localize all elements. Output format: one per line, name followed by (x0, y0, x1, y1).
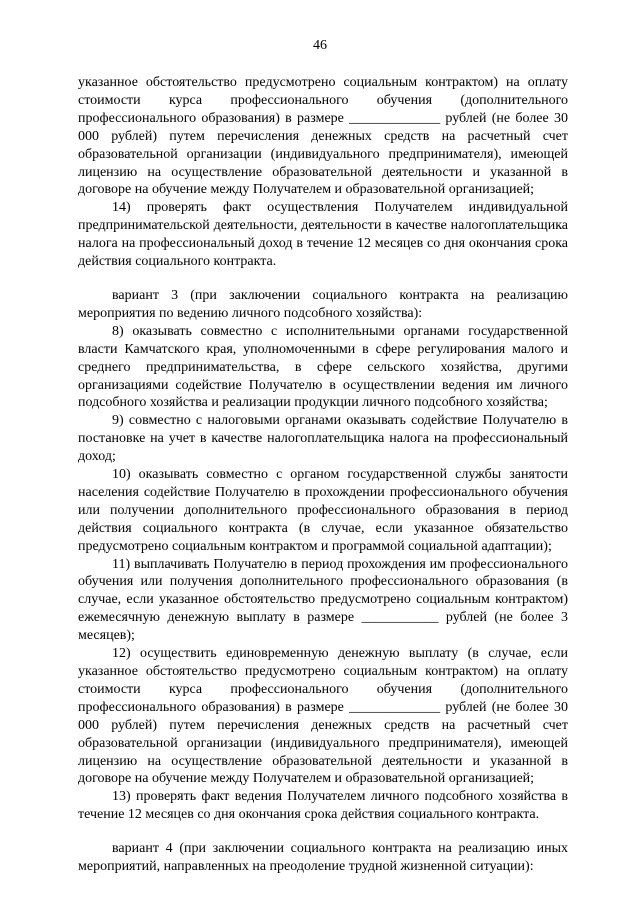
paragraph-item-10: 10) оказывать совместно с органом государственной службы занятости населения содействие Получателю в прохождении профессионального обучения или получении дополнительного профессионального образования в период действия социального контракта (в случае, если указанное обязательство предусмотрено социальным контрактом и программой социальной адаптации); (78, 467, 568, 554)
section-gap (78, 824, 568, 840)
paragraph-item-8: 8) оказывать совместно с исполнительными органами государственной власти Камчатского края, уполномоченными в сфере регулирования малого и среднего предпринимательства, в сфере сельского хозяйства, другими организациями содействие Получателю в осуществлении ведения им личного подсобного хозяйства и реализации продукции личного подсобного хозяйства; (78, 323, 568, 411)
paragraph-variant-4: вариант 4 (при заключении социального контракта на реализацию иных мероприятий, направленных на преодоление трудной жизненной ситуации): (78, 841, 568, 875)
paragraph-item-14: 14) проверять факт осуществления Получателем индивидуальной предпринимательской деятельности, деятельности в качестве налогоплательщика налога на профессиональный доход в течение 12 месяцев со дня окончания срока действия социального контракта. (78, 200, 568, 270)
paragraph-item-9: 9) совместно с налоговыми органами оказывать содействие Получателю в постановке на учет в качестве налогоплательщика налога на профессиональный доход; (78, 413, 568, 465)
paragraph-item-11: 11) выплачивать Получателю в период прохождения им профессионального обучения или получения дополнительного профессионального образования (в случае, если указанное обстоятельство предусмотрено социальным контрактом) ежемесячную денежную выплату в размере ___________ рублей (не более 3 месяцев); (78, 556, 568, 644)
section-gap (78, 271, 568, 287)
paragraph-continuation: указанное обстоятельство предусмотрено социальным контрактом) на оплату стоимости курса профессионального обучения (дополнительного профессионального образования) в размере _____________ рублей (не более 30 000 рублей) путем перечисления денежных средств на расчетный счет образовательной организации (индивидуального предпринимателя), имеющей лицензию на осуществление образовательной деятельности и указанной в договоре на обучение между Получателем и образовательной организацией; (78, 75, 568, 198)
paragraph-item-13: 13) проверять факт ведения Получателем личного подсобного хозяйства в течение 12 месяцев со дня окончания срока действия социального контракта. (78, 789, 568, 823)
document-body (78, 74, 568, 876)
paragraph-variant-3: вариант 3 (при заключении социального контракта на реализацию мероприятия по ведению личного подсобного хозяйства): (78, 287, 568, 321)
page-number: 46 (313, 38, 327, 53)
paragraph-item-12: 12) осуществить единовременную денежную выплату (в случае, если указанное обстоятельство предусмотрено социальным контрактом) на оплату стоимости курса профессионального обучения (дополнительного профессионального образования) в размере _____________ рублей (не более 30 000 рублей) путем перечисления денежных средств на расчетный счет образовательной организации (индивидуального предпринимателя), имеющей лицензию на осуществление образовательной деятельности и указанной в договоре на обучение между Получателем и образовательной организацией; (78, 646, 568, 787)
